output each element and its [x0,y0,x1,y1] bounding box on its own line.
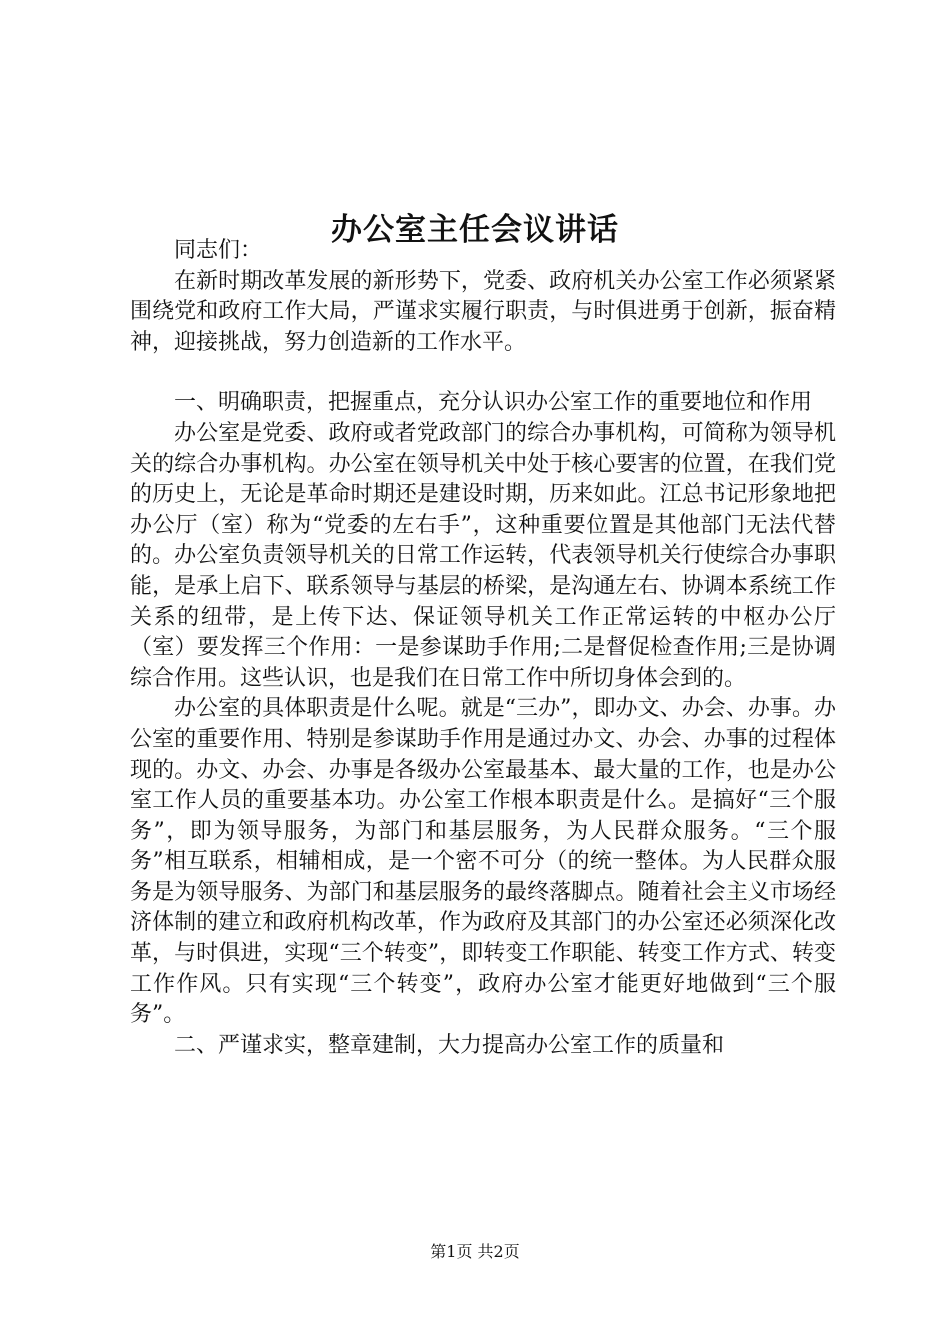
page-number-footer: 第1页 共2页 [430,1242,520,1261]
section-heading-2: 二、严谨求实，整章建制，大力提高办公室工作的质量和 [174,1032,725,1058]
salutation: 同志们： [174,238,263,263]
document-title: 办公室主任会议讲话 [331,211,619,248]
body-paragraph: 办公室的具体职责是什么呢。就是“三办”，即办文、办会、办事。办公室的重要作用、特别是参谋助手作用是通过办文、办会、办事的过程体现的。办文、办会、办事是各级办公室最基本、最大量的工作，也是办公室工作人员的重要基本功。办公室工作根本职责是什么。是搞好“三个服务”，即为领导服务，为部门和基层服务，为人民群众服务。“三个服务”相互联系，相辅相成，是一个密不可分（的统一整体。为人民群众服务是为领导服务、为部门和基层服务的最终落脚点。随着社会主义市场经济体制的建立和政府机构改革，作为政府及其部门的办公室还必须深化改革，与时俱进，实现“三个转变”，即转变工作职能、转变工作方式、转变工作作风。只有实现“三个转变”，政府办公室才能更好地做到“三个服务”。 [130,696,836,1028]
intro-paragraph: 在新时期改革发展的新形势下，党委、政府机关办公室工作必须紧紧围绕党和政府工作大局，严谨求实履行职责，与时俱进勇于创新，振奋精神，迎接挑战，努力创造新的工作水平。 [130,268,836,355]
section-heading-1: 一、明确职责，把握重点，充分认识办公室工作的重要地位和作用 [174,390,813,416]
document-body [130,236,836,1061]
body-paragraph: 办公室是党委、政府或者党政部门的综合办事机构，可简称为领导机关的综合办事机构。办公室在领导机关中处于核心要害的位置，在我们党的历史上，无论是革命时期还是建设时期，历来如此。江总书记形象地把办公厅（室）称为“党委的左右手”，这种重要位置是其他部门无法代替的。办公室负责领导机关的日常工作运转，代表领导机关行使综合办事职能，是承上启下、联系领导与基层的桥梁，是沟通左右、协调本系统工作关系的纽带，是上传下达、保证领导机关工作正常运转的中枢办公厅（室）要发挥三个作用：一是参谋助手作用;二是督促检查作用;三是协调综合作用。这些认识，也是我们在日常工作中所切身体会到的。 [130,420,836,691]
